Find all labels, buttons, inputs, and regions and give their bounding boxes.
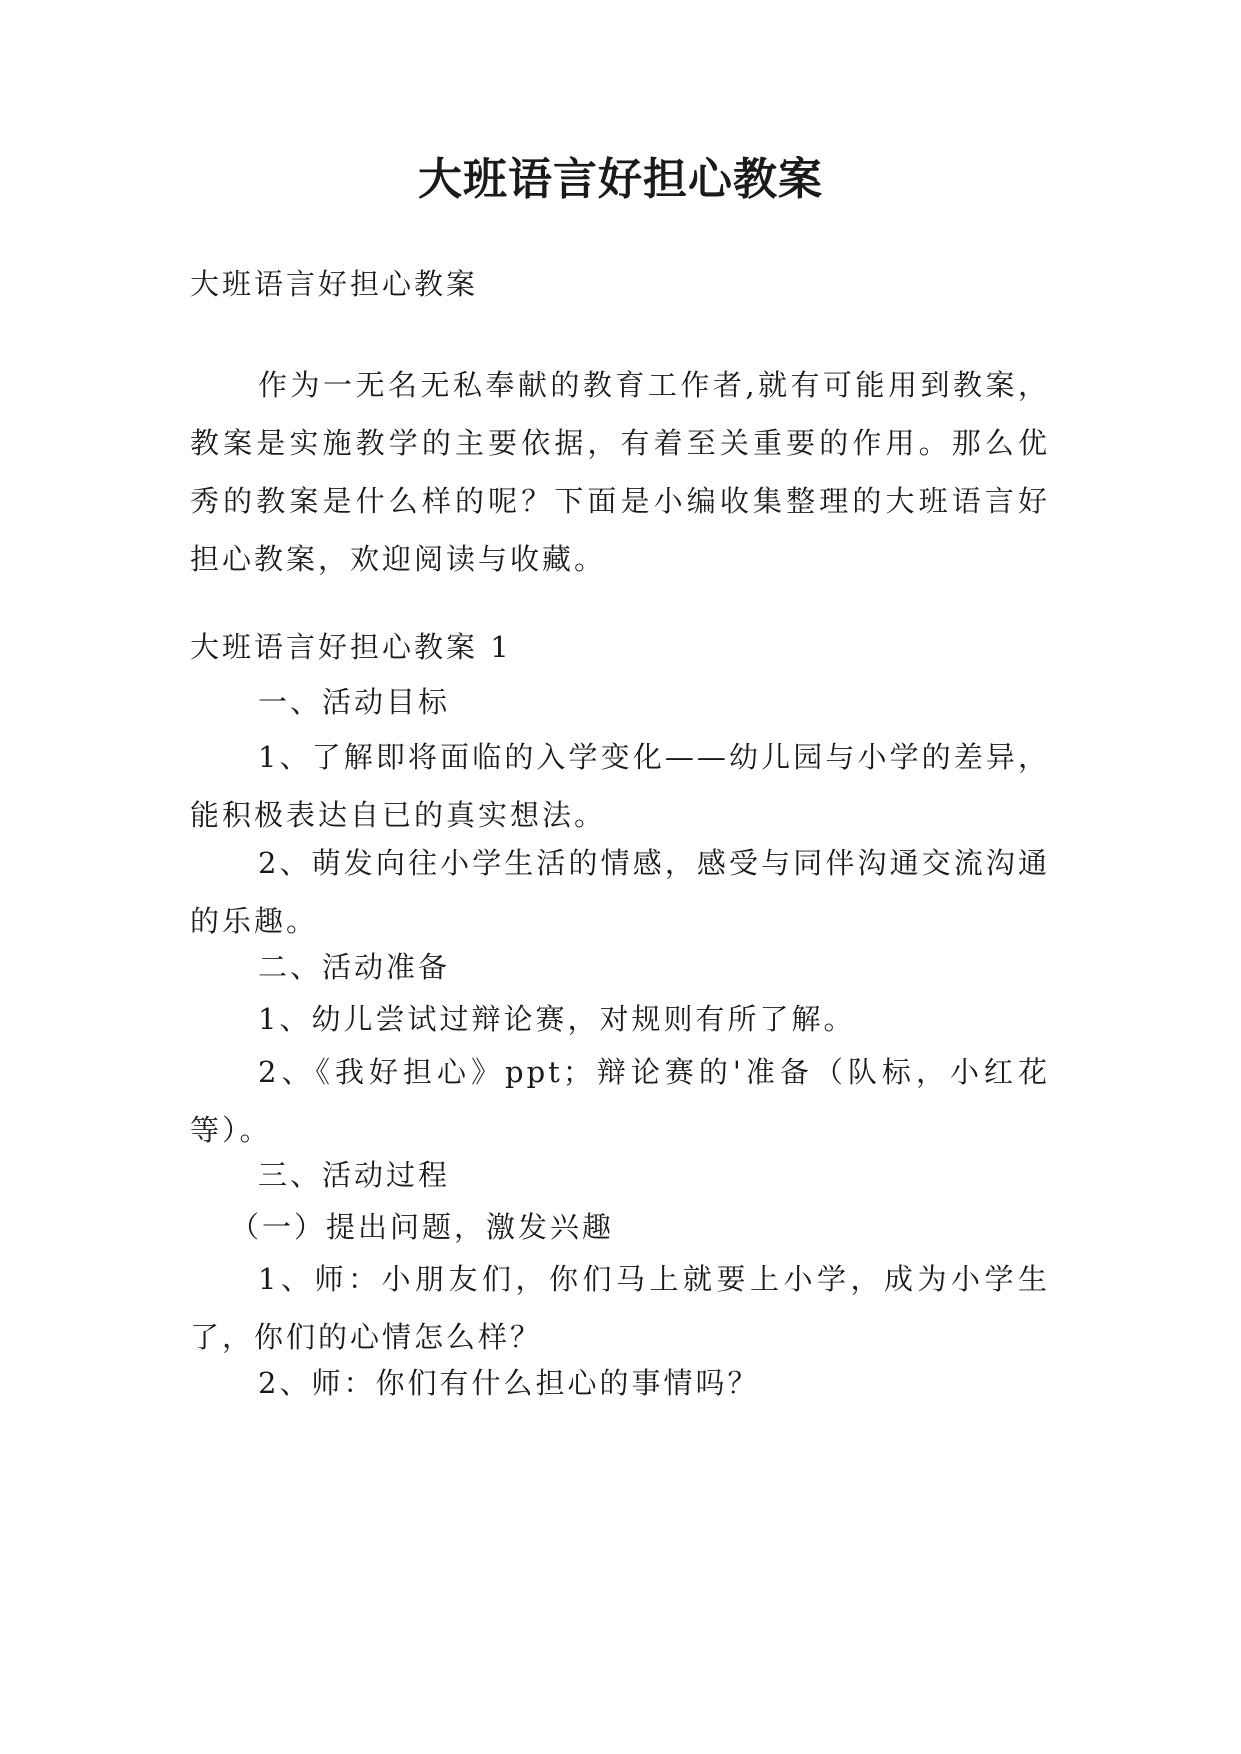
intro-paragraph: 作为一无名无私奉献的教育工作者,就有可能用到教案，教案是实施教学的主要依据，有着至关重要的作用。那么优秀的教案是什么样的呢？下面是小编收集整理的大班语言好担心教案，欢迎阅读与收藏。 — [190, 368, 1050, 576]
goal-item-1: 1、了解即将面临的入学变化——幼儿园与小学的差异，能积极表达自已的真实想法。 — [190, 740, 1050, 832]
goal-item-2: 2、萌发向往小学生活的情感，感受与同伴沟通交流沟通的乐趣。 — [190, 846, 1050, 938]
process-item-1: 1、师：小朋友们，你们马上就要上小学，成为小学生了，你们的心情怎么样？ — [190, 1262, 1050, 1354]
prep-heading: 二、活动准备 — [258, 950, 451, 984]
section-heading: 大班语言好担心教案 1 — [190, 630, 512, 664]
goal-heading: 一、活动目标 — [258, 685, 451, 719]
document-title: 大班语言好担心教案 — [418, 154, 823, 205]
process-item-2: 2、师：你们有什么担心的事情吗？ — [258, 1366, 760, 1400]
prep-item-1: 1、幼儿尝试过辩论赛，对规则有所了解。 — [258, 1002, 856, 1036]
process-subheading: （一）提出问题，激发兴趣 — [230, 1210, 615, 1244]
document-subtitle: 大班语言好担心教案 — [190, 267, 479, 301]
prep-item-2: 2、《我好担心》ppt；辩论赛的'准备（队标，小红花等）。 — [190, 1055, 1050, 1147]
process-heading: 三、活动过程 — [258, 1158, 451, 1192]
